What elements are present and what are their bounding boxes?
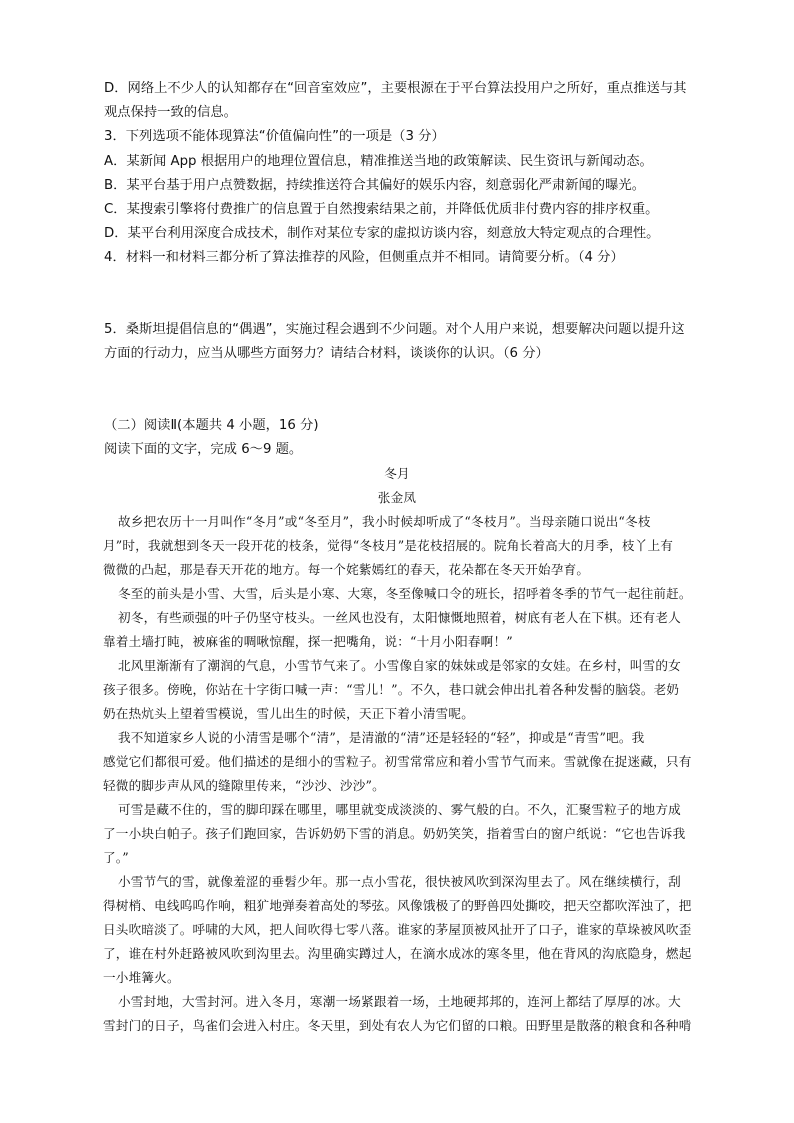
paragraph-5-line-3: 轻微的脚步声从风的缝隙里传来，“沙沙、沙沙”。	[103, 778, 385, 793]
question-3-stem: 3．下列选项不能体现算法“价值偏向性”的一项是（3 分）	[104, 129, 445, 144]
paragraph-4-line-3: 奶在热炕头上望着雪模说，雪儿出生的时候，天正下着小清雪呢。	[103, 706, 475, 721]
article-author: 张金凤	[377, 490, 417, 505]
paragraph-6-line-3: 了。”	[103, 850, 129, 865]
question-3-option-d: D．某平台利用深度合成技术，制作对某位专家的虚拟访谈内容，刻意放大特定观点的合理性。	[104, 226, 660, 241]
question-3-option-a: A．某新闻 App 根据用户的地理位置信息，精准推送当地的政策解读、民生资讯与新闻动态。	[104, 154, 653, 169]
question-4: 4．材料一和材料三都分析了算法推荐的风险，但侧重点并不相同。请简要分析。（4 分）	[104, 250, 624, 265]
option-d-line-1: D．网络上不少人的认知都存在“回音室效应”，主要根源在于平台算法投用户之所好，重点推送与其	[104, 81, 687, 96]
paragraph-7-line-5: 一小堆篝火。	[103, 970, 180, 985]
paragraph-3-line-1: 初冬，有些顽强的叶子仍坚守枝头。一丝风也没有，太阳慷慨地照着，树底有老人在下棋。还有老人	[118, 610, 681, 625]
article-title: 冬月	[384, 466, 410, 481]
paragraph-4-line-1: 北风里渐渐有了潮润的气息，小雪节气来了。小雪像自家的妹妹或是邻家的女娃。在乡村，叫雪的女	[118, 658, 681, 673]
reading-section-header: （二）阅读Ⅱ(本题共 4 小题，16 分)	[104, 418, 319, 433]
paragraph-1-line-1: 故乡把农历十一月叫作“冬月”或“冬至月”，我小时候却听成了“冬枝月”。当母亲随口说出“冬枝	[118, 514, 651, 529]
question-3-option-b: B．某平台基于用户点赞数据，持续推送符合其偏好的娱乐内容，刻意弱化严肃新闻的曝光。	[104, 178, 645, 193]
paragraph-1-line-2: 月”时，我就想到冬天一段开花的枝条，觉得“冬枝月”是花枝招展的。院角长着高大的月季，枝丫上有	[103, 538, 674, 553]
paragraph-8-line-1: 小雪封地，大雪封河。进入冬月，寒潮一场紧跟着一场，土地硬邦邦的，连河上都结了厚厚的冰。大	[118, 994, 681, 1009]
reading-instruction: 阅读下面的文字，完成 6～9 题。	[104, 442, 303, 457]
paragraph-5-line-2: 感觉它们都很可爱。他们描述的是细小的雪粒子。初雪常常应和着小雪节气而来。雪就像在捉迷藏，只有	[103, 754, 692, 769]
paragraph-6-line-1: 可雪是藏不住的，雪的脚印踩在哪里，哪里就变成淡淡的、雾气般的白。不久，汇聚雪粒子的地方成	[118, 802, 681, 817]
option-d-line-2: 观点保持一致的信息。	[104, 105, 237, 120]
paragraph-5-line-1: 我不知道家乡人说的小清雪是哪个“清”，是清澈的“清”还是轻轻的“轻”，抑或是“青雪”吧。我	[118, 730, 645, 745]
question-3-option-c: C．某搜索引擎将付费推广的信息置于自然搜索结果之前，并降低优质非付费内容的排序权重。	[104, 202, 659, 217]
paragraph-6-line-2: 了一小块白帕子。孩子们跑回家，告诉奶奶下雪的消息。奶奶笑笑，指着雪白的窗户纸说：“它也告诉我	[103, 826, 686, 841]
paragraph-2-line-1: 冬至的前头是小雪、大雪，后头是小寒、大寒，冬至像喊口令的班长，招呼着冬季的节气一起往前赶。	[118, 586, 692, 601]
paragraph-1-line-3: 微微的凸起，那是春天开花的地方。每一个姹紫嫣红的春天，花朵都在冬天开始孕育。	[103, 562, 590, 577]
question-5-line-1: 5．桑斯坦提倡信息的“偶遇”，实施过程会遇到不少问题。对个人用户来说，想要解决问题以提升这	[104, 322, 685, 337]
paragraph-7-line-3: 日头吹暗淡了。呼啸的大风，把人间吹得七零八落。谁家的茅屋顶被风扯开了口子，谁家的草垛被风吹歪	[103, 922, 692, 937]
paragraph-4-line-2: 孩子很多。傍晚，你站在十字街口喊一声：“雪儿！”。不久，巷口就会伸出扎着各种发髻的脑袋。老奶	[103, 682, 680, 697]
paragraph-3-line-2: 靠着土墙打盹，被麻雀的啁啾惊醒，探一把嘴角，说：“十月小阳春啊！”	[103, 634, 513, 649]
question-5-line-2: 方面的行动力，应当从哪些方面努力？请结合材料，谈谈你的认识。（6 分）	[104, 346, 549, 361]
paragraph-7-line-4: 了，谁在村外赶路被风吹到沟里去。沟里确实蹲过人，在滴水成冰的寒冬里，他在背风的沟底隐身，燃起	[103, 946, 692, 961]
paragraph-7-line-2: 得树梢、电线呜呜作响，粗犷地弹奏着高处的琴弦。风像饿极了的野兽四处撕咬，把天空都吹浑浊了，把	[103, 898, 692, 913]
paragraph-8-line-2: 雪封门的日子，鸟雀们会进入村庄。冬天里，到处有农人为它们留的口粮。田野里是散落的粮食和各种啃	[103, 1018, 692, 1033]
paragraph-7-line-1: 小雪节气的雪，就像羞涩的垂髫少年。那一点小雪花，很快被风吹到深沟里去了。风在继续横行，刮	[118, 874, 681, 889]
